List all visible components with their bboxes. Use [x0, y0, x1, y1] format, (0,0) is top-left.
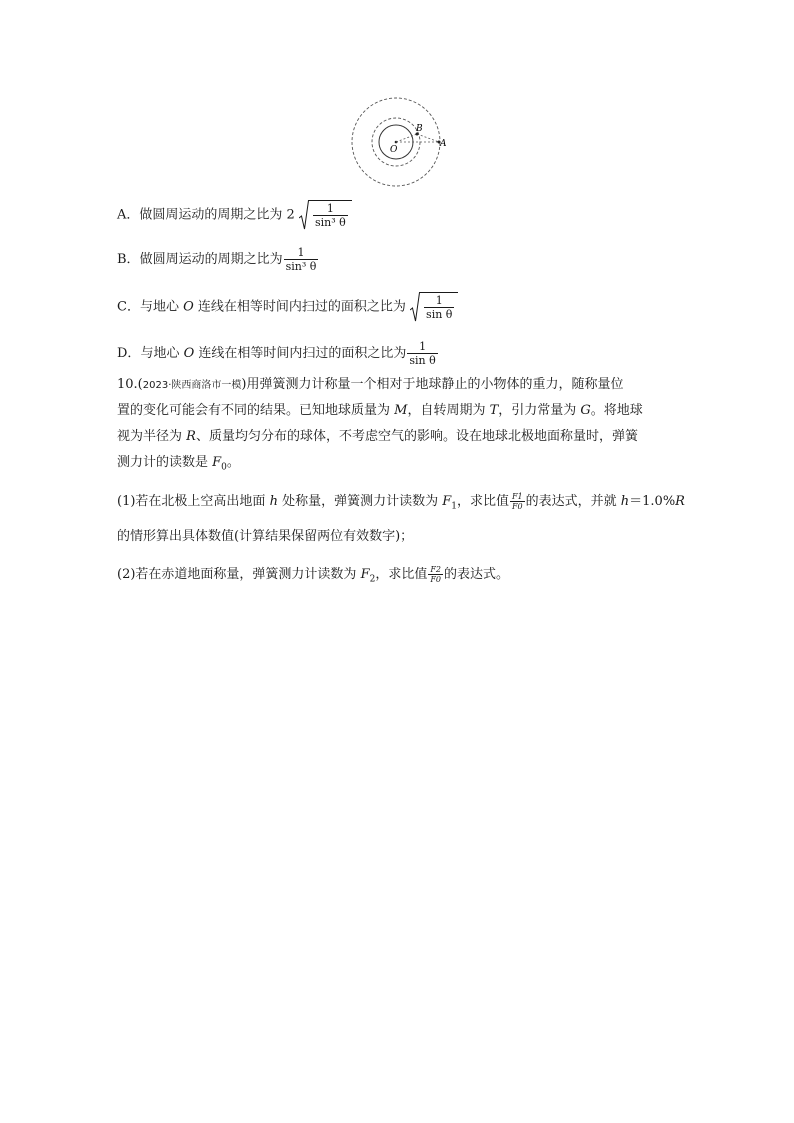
problem-10-line-3: 视为半径为 R、质量均匀分布的球体，不考虑空气的影响。设在地球北极地面称量时，弹簧 [117, 429, 638, 444]
ratio-fraction: $\frac{F1}{F0}$ [511, 492, 523, 511]
part-1-line-1: (1)若在北极上空高出地面 h 处称量，弹簧测力计读数为 $F_1$，求比值 $\frac{F1}{F0}$ 的表达式，并就 h＝1.0%R [117, 492, 685, 512]
part-2-line-1: (2)若在赤道地面称量，弹簧测力计读数为 $F_2$，求比值 $\frac{F2}{F0}$ 的表达式。 [117, 565, 509, 585]
label-a: A [440, 139, 447, 149]
label-o: O [390, 145, 398, 155]
problem-10-line-4: 测力计的读数是 $F_0$。 [117, 455, 240, 473]
problem-10-line-2: 置的变化可能会有不同的结果。已知地球质量为 M，自转周期为 T，引力常量为 G。将地球 [117, 403, 643, 418]
option-d: D．与地心 O 连线在相等时间内扫过的面积之比为 $\frac{1}{\text{sin θ}}$ [117, 340, 436, 367]
problem-10-line-1: 10.(2023·陕西商洛市一模)用弹簧测力计称量一个相对于地球静止的小物体的重力，随称量位 [117, 377, 624, 392]
problem-source: 2023·陕西商洛市一模 [142, 380, 242, 391]
sqrt-expression: $\frac{1}{\text{sin θ}}$ [410, 292, 458, 322]
line-b-to-a [417, 134, 439, 142]
ratio-fraction: $\frac{F2}{F0}$ [430, 565, 441, 584]
option-a: A．做圆周运动的周期之比为 2 $\frac{1}{\text{sin³ θ}}$ [117, 200, 352, 230]
option-b: B．做圆周运动的周期之比为 $\frac{1}{\text{sin³ θ}}$ [117, 246, 317, 273]
part-1-line-2: 的情形算出具体数值(计算结果保留两位有效数字)； [117, 529, 414, 544]
fraction: $\frac{1}{\text{sin θ}}$ [409, 340, 436, 367]
fraction: $\frac{1}{\text{sin³ θ}}$ [285, 246, 317, 273]
orbit-diagram [346, 96, 452, 188]
sqrt-expression: $\frac{1}{\text{sin³ θ}}$ [299, 200, 352, 230]
label-b: B [416, 124, 423, 134]
line-o-to-b [396, 134, 417, 142]
option-c: C．与地心 O 连线在相等时间内扫过的面积之比为 $\frac{1}{\text{sin θ}}$ [117, 292, 458, 322]
